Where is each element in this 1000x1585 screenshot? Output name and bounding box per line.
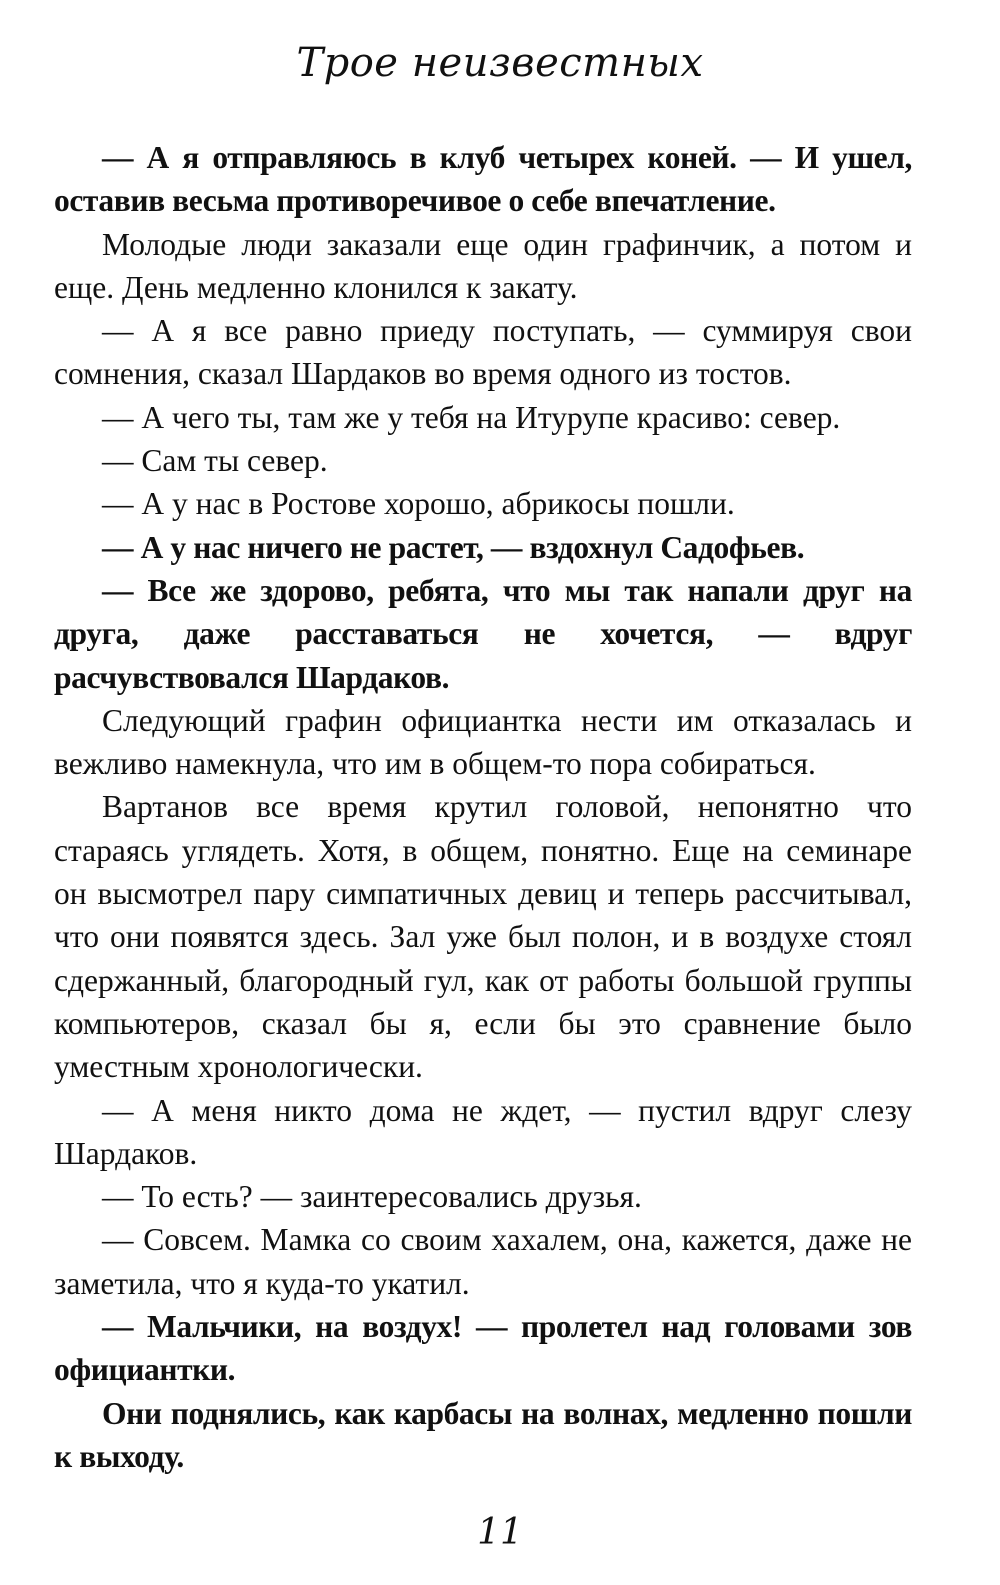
paragraph: — Сам ты север. <box>102 443 328 479</box>
paragraph: Вартанов все время крутил головой, непонятно что стараясь углядеть. Хотя, в общем, понятно. Еще на семинаре он высмотрел пару симпатичных девиц и теперь рассчитывал, что они появятся здесь. Зал уже был полон, и в воздухе стоял сдержанный, благородный гул, как от работы большой группы компьютеров, сказал бы я, если бы это сравнение было уместным хронологически. <box>54 789 912 1085</box>
running-head: Трое неизвестных <box>296 40 704 86</box>
paragraph: — А у нас в Ростове хорошо, абрикосы пошли. <box>102 486 735 522</box>
paragraph: — Мальчики, на воздух! — пролетел над головами зов официантки. <box>54 1309 912 1388</box>
page-number: 11 <box>477 1512 523 1553</box>
body-text <box>54 136 912 1478</box>
paragraph: — То есть? — заинтересовались друзья. <box>102 1179 642 1215</box>
paragraph: Молодые люди заказали еще один графинчик, а потом и еще. День медленно клонился к закату. <box>54 226 912 305</box>
paragraph: Следующий графин официантка нести им отказалась и вежливо намекнула, что им в общем-то пора собираться. <box>54 702 912 782</box>
paragraph: — Все же здорово, ребята, что мы так напали друг на друга, даже расставаться не хочется, — вдруг расчувствовался Шардаков. <box>54 572 912 695</box>
paragraph: — Совсем. Мамка со своим хахалем, она, кажется, даже не заметила, что я куда-то укатил. <box>54 1222 912 1301</box>
paragraph: — А чего ты, там же у тебя на Итурупе красиво: север. <box>102 399 841 435</box>
paragraph: — А у нас ничего не растет, — вздохнул Садофьев. <box>102 529 805 565</box>
paragraph: — А меня никто дома не ждет, — пустил вдруг слезу Шардаков. <box>54 1092 912 1171</box>
paragraph: Они поднялись, как карбасы на волнах, медленно пошли к выходу. <box>54 1395 912 1474</box>
paragraph: — А я все равно приеду поступать, — суммируя свои сомнения, сказал Шардаков во время одного из тостов. <box>54 313 912 392</box>
paragraph: — А я отправляюсь в клуб четырех коней. — И ушел, оставив весьма противоречивое о себе впечатление. <box>54 140 912 219</box>
